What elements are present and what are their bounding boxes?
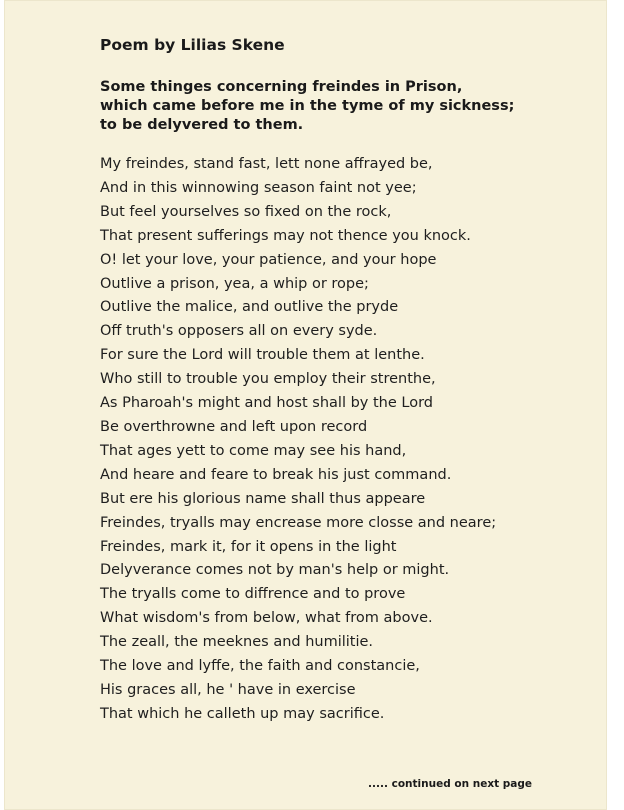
poem-line: But feel yourselves so fixed on the rock, — [100, 203, 392, 220]
poem-line: Freindes, mark it, for it opens in the light — [100, 538, 397, 555]
poem-line: What wisdom's from below, what from above. — [100, 610, 433, 627]
subtitle-line: Some thinges concerning freindes in Prison, — [100, 79, 463, 95]
poem-line: That which he calleth up may sacrifice. — [100, 705, 385, 722]
poem-line: Outlive the malice, and outlive the pryde — [100, 299, 399, 316]
poem-line: Delyverance comes not by man's help or might. — [100, 562, 450, 579]
poem-line: Be overthrowne and left upon record — [100, 418, 368, 435]
subtitle-line: which came before me in the tyme of my sickness; — [100, 98, 515, 114]
continued-note: ..... continued on next page — [368, 778, 533, 790]
poem-line: And heare and feare to break his just command. — [100, 466, 452, 483]
document-page — [4, 0, 607, 810]
poem-line: Off truth's opposers all on every syde. — [100, 323, 378, 340]
poem-line: That ages yett to come may see his hand, — [100, 442, 407, 459]
poem-line: For sure the Lord will trouble them at lenthe. — [100, 347, 425, 364]
poem-line: Outlive a prison, yea, a whip or rope; — [100, 275, 369, 292]
poem-line: His graces all, he ' have in exercise — [100, 681, 356, 698]
poem-line: The love and lyffe, the faith and constancie, — [100, 658, 420, 675]
subtitle-line: to be delyvered to them. — [100, 117, 304, 133]
poem-line: The zeall, the meeknes and humilitie. — [100, 634, 374, 651]
poem-line: Who still to trouble you employ their strenthe, — [100, 371, 436, 388]
poem-line: That present sufferings may not thence you knock. — [100, 227, 471, 244]
poem-line: Freindes, tryalls may encrease more closse and neare; — [100, 514, 497, 531]
poem-subtitle — [100, 78, 514, 135]
poem-line: The tryalls come to diffrence and to prove — [100, 586, 406, 603]
poem-line: But ere his glorious name shall thus appeare — [100, 490, 426, 507]
poem-line: And in this winnowing season faint not yee; — [100, 179, 417, 196]
poem-body — [100, 153, 496, 727]
poem-line: O! let your love, your patience, and your hope — [100, 251, 437, 268]
poem-line: As Pharoah's might and host shall by the Lord — [100, 395, 433, 412]
page-title: Poem by Lilias Skene — [100, 36, 285, 54]
poem-line: My freindes, stand fast, lett none affrayed be, — [100, 156, 433, 172]
